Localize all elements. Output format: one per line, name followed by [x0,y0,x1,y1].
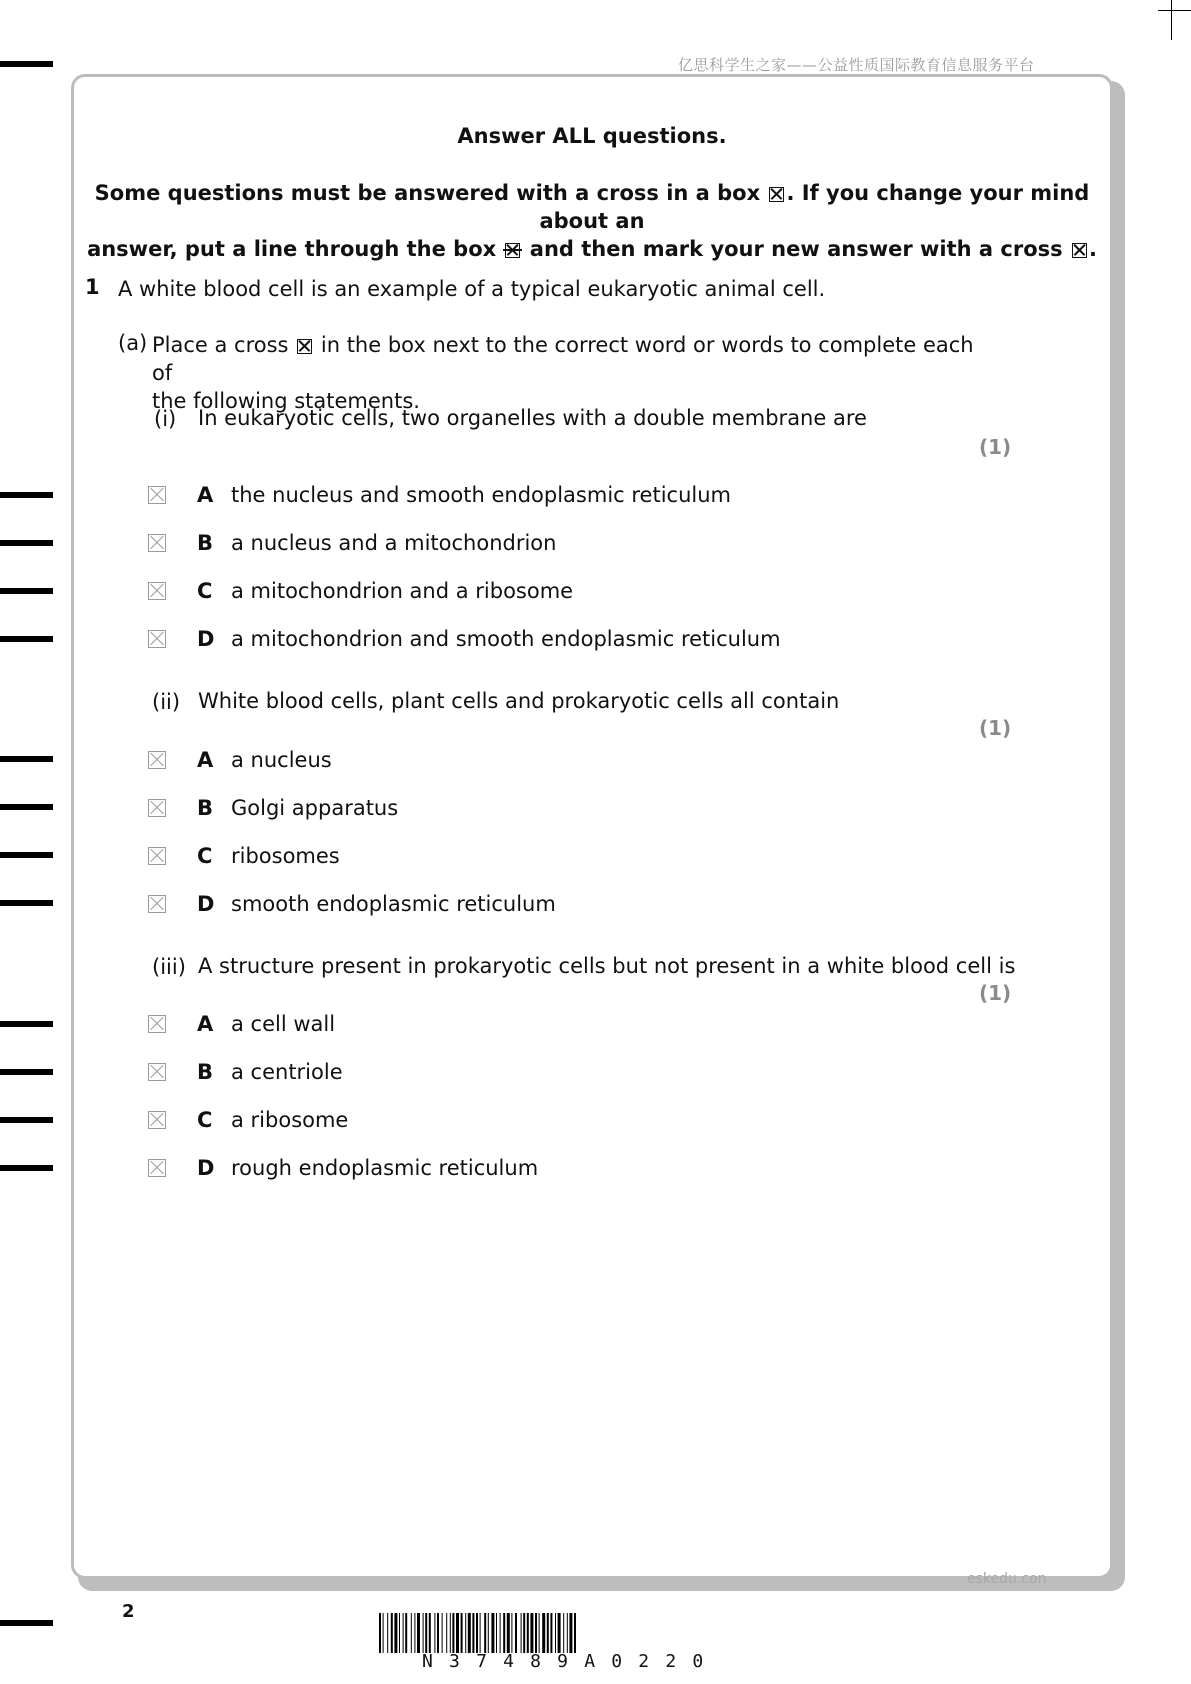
option-letter: A [197,748,214,772]
barcode-bar [523,1613,525,1653]
barcode-bar [542,1613,545,1653]
crossed-box-icon [297,339,312,354]
answer-checkbox[interactable] [148,751,166,769]
marks-label: (1) [979,435,1012,459]
answer-checkbox[interactable] [148,534,166,552]
option-text: a mitochondrion and smooth endoplasmic reticulum [231,627,781,651]
barcode-bar [391,1613,393,1653]
timing-mark [0,1620,53,1626]
barcode-bar [452,1613,454,1653]
barcode-bar [503,1613,505,1653]
barcode-bar [555,1613,556,1653]
timing-mark [0,1165,53,1171]
barcode-bar [488,1613,489,1653]
barcode-bar [491,1613,494,1653]
question-stem: A white blood cell is an example of a typical eukaryotic animal cell. [118,277,826,301]
option-text: Golgi apparatus [231,796,399,820]
answer-checkbox[interactable] [148,486,166,504]
option-letter: C [197,579,213,603]
barcode-bar [567,1613,568,1653]
barcode-bar [515,1613,517,1653]
option-letter: C [197,844,213,868]
option-text: a mitochondrion and a ribosome [231,579,574,603]
barcode-bar [511,1613,512,1653]
barcode-bar [379,1613,381,1653]
option-letter: D [197,892,215,916]
part-a-instruction: Place a cross in the box next to the correct word or words to complete each of the following statements. [152,333,974,413]
answer-checkbox[interactable] [148,582,166,600]
barcode-bar [383,1613,384,1653]
option-text: the nucleus and smooth endoplasmic reticulum [231,483,731,507]
barcode-bar [535,1613,537,1653]
timing-mark [0,804,53,810]
subpart-label: (iii) [152,955,186,979]
barcode-bar [411,1613,412,1653]
marks-label: (1) [979,716,1012,740]
barcode-bar [507,1613,510,1653]
option-letter: B [197,531,214,555]
barcode-bar [429,1613,431,1653]
part-label: (a) [118,331,148,355]
barcode-bar [437,1613,439,1653]
barcode-bar [434,1613,435,1653]
option-text: rough endoplasmic reticulum [231,1156,539,1180]
timing-mark [0,588,53,594]
barcode-bar [387,1613,388,1653]
barcode [379,1613,809,1653]
timing-mark [0,1069,53,1075]
timing-mark [0,852,53,858]
option-letter: A [197,1012,214,1036]
answer-checkbox[interactable] [148,895,166,913]
instruction-line-2: answer, put a line through the box and then mark your new answer with a cross . [87,237,1097,261]
answer-checkbox[interactable] [148,630,166,648]
barcode-bar [550,1613,552,1653]
watermark-top: 亿思科学生之家——公益性质国际教育信息服务平台 [678,56,1035,74]
barcode-bar [476,1613,478,1653]
barcode-bar [569,1613,572,1653]
barcode-bar [423,1613,424,1653]
barcode-bar [399,1613,400,1653]
barcode-bar [472,1613,474,1653]
option-text: smooth endoplasmic reticulum [231,892,556,916]
struck-crossed-box-icon [505,243,520,258]
page-number: 2 [122,1601,135,1622]
barcode-bar [405,1613,407,1653]
instruction-line-1: Some questions must be answered with a cross in a box . If you change your mind about an [94,181,1090,233]
marks-label: (1) [979,981,1012,1005]
barcode-bar [465,1613,466,1653]
answer-checkbox[interactable] [148,1015,166,1033]
barcode-bar [394,1613,397,1653]
timing-mark [0,636,53,642]
timing-mark [0,1021,53,1027]
timing-mark [0,756,53,762]
barcode-bar [484,1613,486,1653]
subpart-text: In eukaryotic cells, two organelles with a double membrane are [198,406,867,430]
barcode-bar [547,1613,549,1653]
answer-checkbox[interactable] [148,1063,166,1081]
barcode-bar [563,1613,564,1653]
option-letter: C [197,1108,213,1132]
option-letter: A [197,483,214,507]
page-heading: Answer ALL questions. [457,124,727,148]
option-text: ribosomes [231,844,340,868]
timing-mark [0,540,53,546]
barcode-bar [461,1613,463,1653]
barcode-bar [558,1613,561,1653]
barcode-bar [530,1613,533,1653]
barcode-bar [500,1613,501,1653]
crossed-box-icon [769,187,784,202]
subpart-label: (i) [154,407,177,431]
barcode-bar [480,1613,481,1653]
instructions [71,179,1113,263]
option-text: a cell wall [231,1012,336,1036]
barcode-bar [527,1613,529,1653]
answer-checkbox[interactable] [148,847,166,865]
answer-checkbox[interactable] [148,1159,166,1177]
crop-mark [1171,0,1172,40]
option-letter: D [197,627,215,651]
barcode-bar [417,1613,420,1653]
barcode-bar [450,1613,451,1653]
barcode-bar [442,1613,443,1653]
barcode-bar [539,1613,540,1653]
option-text: a nucleus and a mitochondrion [231,531,557,555]
timing-mark [0,1117,53,1123]
crossed-box-icon [1072,243,1087,258]
option-letter: B [197,796,214,820]
timing-mark [0,900,53,906]
timing-mark [0,492,53,498]
option-text: a nucleus [231,748,332,772]
barcode-bar [425,1613,427,1653]
barcode-bar [403,1613,404,1653]
answer-checkbox[interactable] [148,799,166,817]
barcode-bar [456,1613,459,1653]
subpart-label: (ii) [152,690,181,714]
option-letter: B [197,1060,214,1084]
crop-mark [1158,10,1191,11]
barcode-bar [446,1613,447,1653]
option-text: a ribosome [231,1108,349,1132]
subpart-text: A structure present in prokaryotic cells but not present in a white blood cell is [198,954,1016,978]
subpart-text: White blood cells, plant cells and prokaryotic cells all contain [198,689,840,713]
option-letter: D [197,1156,215,1180]
barcode-bar [496,1613,497,1653]
watermark-bottom: eskedu.con [967,1571,1047,1587]
barcode-bar [574,1613,576,1653]
barcode-text: N37489A0220 [422,1651,720,1672]
barcode-bar [521,1613,522,1653]
option-text: a centriole [231,1060,343,1084]
barcode-bar [414,1613,415,1653]
timing-mark [0,61,53,67]
barcode-bar [468,1613,471,1653]
answer-checkbox[interactable] [148,1111,166,1129]
question-number: 1 [85,275,100,299]
